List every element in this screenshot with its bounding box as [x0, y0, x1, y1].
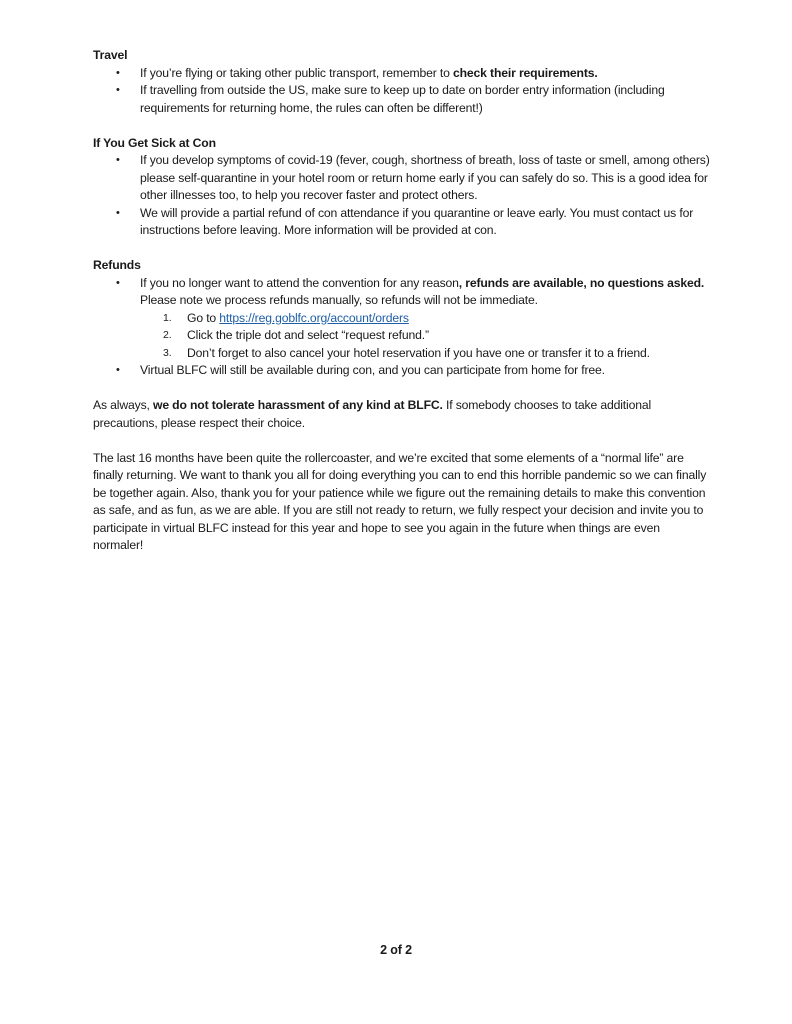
travel-list	[93, 65, 713, 118]
orders-link[interactable]: https://reg.goblfc.org/account/orders	[219, 310, 409, 325]
list-item: • Virtual BLFC will still be available during con, and you can participate from home for free.	[93, 362, 713, 380]
section-travel	[93, 47, 713, 117]
list-item: • If you develop symptoms of covid-19 (fever, cough, shortness of breath, loss of taste or smell, among others) please self-quarantine in your hotel room or return home early if you can safely do so. This is a good idea for other illnesses too, to help you recover faster and protect others.	[116, 153, 710, 202]
bullet-icon: •	[116, 206, 120, 219]
bold-text: , refunds are available, no questions asked.	[458, 275, 705, 290]
bullet-icon: •	[116, 364, 120, 376]
section-sick	[93, 135, 713, 240]
closing-paragraph: The last 16 months have been quite the rollercoaster, and we’re excited that some elements of a “normal life” are finally returning. We want to thank you all for doing everything you can to end this horrible pandemic so we can finally be together again. Also, thank you for your patience while we figure out the remaining details to make this convention as safe, and as fun, as we are able. If you are still not ready to return, we fully respect your decision and invite you to participate in virtual BLFC instead for this year and hope to see you again in the future when things are even normaler!	[93, 450, 707, 552]
bullet-icon: •	[116, 84, 120, 96]
bold-text: we do not tolerate harassment of any kind at BLFC.	[152, 398, 443, 412]
document-page	[93, 47, 713, 572]
step-item: 3. Don’t forget to also cancel your hotel reservation if you have one or transfer it to a friend.	[140, 345, 713, 363]
list-item: • We will provide a partial refund of con attendance if you quarantine or leave early. You must contact us for instructions before leaving. More information will be provided at con.	[116, 205, 694, 237]
heading-sick: If You Get Sick at Con	[93, 135, 216, 150]
list-item: • If you no longer want to attend the convention for any reason, refunds are available, no questions asked. Please note we process refunds manually, so refunds will not be immediate. 1. Go to https://reg.goblfc.org/account/orders 2. Click the triple dot and select “request refund.” 3. Don’t forget to also cancel your hotel reservation if you have one or transfer it to a friend.	[93, 275, 713, 363]
sick-list	[93, 152, 713, 240]
step-item: 1. Go to https://reg.goblfc.org/account/orders	[140, 310, 713, 328]
harassment-paragraph: As always, we do not tolerate harassment of any kind at BLFC. If somebody chooses to take additional precautions, please respect their choice.	[93, 398, 652, 430]
bold-text: check their requirements	[453, 65, 595, 80]
step-number: 2.	[163, 329, 172, 341]
page-number: 2 of 2	[380, 943, 412, 957]
section-refunds	[93, 257, 713, 380]
heading-refunds: Refunds	[93, 258, 141, 272]
list-item: • If you’re flying or taking other public transport, remember to check their requirements.	[93, 65, 713, 83]
heading-travel: Travel	[93, 48, 128, 62]
step-number: 3.	[163, 346, 172, 359]
bullet-icon: •	[116, 66, 120, 79]
refunds-list	[93, 275, 713, 380]
step-item: 2. Click the triple dot and select “request refund.”	[140, 327, 713, 345]
bullet-icon: •	[116, 276, 120, 289]
step-number: 1.	[163, 311, 172, 324]
list-item: • If travelling from outside the US, make sure to keep up to date on border entry information (including requirements for returning home, the rules can often be different!)	[116, 83, 665, 115]
refund-steps	[140, 310, 713, 363]
bullet-icon: •	[116, 154, 120, 166]
